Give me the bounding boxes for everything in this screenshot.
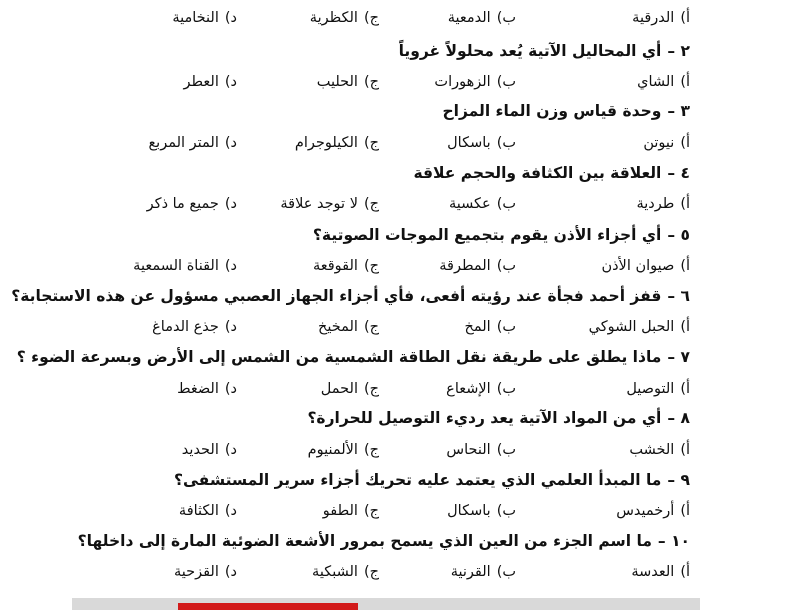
option-letter: أ) (680, 503, 690, 519)
option-letter: د) (224, 196, 237, 212)
option-text: طردية (636, 196, 675, 212)
options-row-1 (0, 6, 794, 30)
option-a (637, 192, 691, 216)
option-b (464, 315, 516, 339)
option-b (448, 6, 516, 30)
options-row-9 (0, 499, 794, 523)
option-a (632, 6, 690, 30)
option-d (179, 499, 237, 523)
question-number: ٢ – (667, 42, 690, 60)
option-a (589, 315, 690, 339)
option-d (184, 70, 237, 94)
option-letter: أ) (680, 319, 690, 335)
options-row-10 (0, 560, 794, 584)
option-letter: ب) (496, 319, 516, 335)
option-b (446, 438, 516, 462)
option-c (280, 192, 379, 216)
option-letter: ب) (496, 258, 516, 274)
question-text: ما اسم الجزء من العين الذي يسمح بمرور الأشعة الضوئية المارة إلى داخلها؟ (77, 532, 652, 550)
option-letter: أ) (680, 442, 690, 458)
option-text: الحديد (181, 442, 219, 458)
option-text: النخامية (172, 10, 219, 26)
option-text: الدرقية (632, 10, 675, 26)
option-text: القوقعة (312, 258, 358, 274)
option-a (631, 560, 690, 584)
option-letter: ج) (363, 74, 379, 90)
option-text: المتر المربع (148, 135, 219, 151)
option-letter: ج) (363, 10, 379, 26)
option-text: المطرقة (439, 258, 491, 274)
option-c (308, 438, 379, 462)
option-d (177, 377, 237, 401)
option-d (147, 192, 237, 216)
question-number: ٥ – (667, 226, 690, 244)
option-a (626, 377, 690, 401)
option-text: القناة السمعية (133, 258, 219, 274)
option-letter: ب) (496, 442, 516, 458)
option-letter: ج) (363, 442, 379, 458)
question-5 (90, 222, 690, 248)
option-letter: ب) (496, 381, 516, 397)
option-text: النحاس (446, 442, 491, 458)
options-row-4 (0, 192, 794, 216)
option-text: التوصيل (626, 381, 675, 397)
option-letter: د) (224, 135, 237, 151)
question-text: وحدة قياس وزن الماء المزاح (442, 102, 662, 120)
option-letter: ج) (363, 564, 379, 580)
option-c (312, 560, 379, 584)
option-letter: أ) (680, 74, 690, 90)
option-letter: د) (224, 564, 237, 580)
option-c (323, 499, 379, 523)
option-b (447, 499, 516, 523)
option-d (174, 560, 237, 584)
option-a (643, 131, 690, 155)
option-letter: ب) (496, 135, 516, 151)
option-c (321, 377, 379, 401)
option-c (295, 131, 379, 155)
option-text: الزهورات (434, 74, 491, 90)
option-text: الكيلوجرام (294, 135, 358, 151)
question-number: ٧ – (667, 348, 690, 366)
question-text: أي المحاليل الآتية يُعد محلولاً غروياً (398, 42, 662, 60)
option-letter: ب) (496, 196, 516, 212)
question-number: ٨ – (667, 409, 690, 427)
option-letter: ج) (363, 196, 379, 212)
option-d (133, 254, 237, 278)
option-letter: أ) (680, 258, 690, 274)
option-text: الدمعية (447, 10, 491, 26)
option-letter: د) (224, 319, 237, 335)
question-number: ٩ – (667, 471, 690, 489)
option-letter: ب) (496, 74, 516, 90)
option-letter: ب) (496, 10, 516, 26)
option-letter: ج) (363, 503, 379, 519)
question-7 (16, 344, 690, 370)
option-text: جميع ما ذكر (146, 196, 219, 212)
option-b (439, 254, 516, 278)
option-text: القزحية (173, 564, 219, 580)
option-b (446, 377, 516, 401)
question-2 (90, 38, 690, 64)
option-text: عكسية (448, 196, 491, 212)
option-text: الطفو (322, 503, 358, 519)
option-text: الضغط (177, 381, 219, 397)
options-row-3 (0, 131, 794, 155)
question-text: أي أجزاء الأذن يقوم بتجميع الموجات الصوتية؟ (312, 226, 662, 244)
option-d (172, 6, 237, 30)
question-10 (77, 528, 690, 554)
option-text: الحمل (320, 381, 358, 397)
option-letter: د) (224, 74, 237, 90)
option-letter: أ) (680, 381, 690, 397)
option-text: لا توجد علاقة (280, 196, 358, 212)
option-text: أرخميدس (616, 503, 675, 519)
option-text: الحليب (316, 74, 358, 90)
option-text: القرنية (450, 564, 491, 580)
question-8 (90, 405, 690, 431)
question-text: ما المبدأ العلمي الذي يعتمد عليه تحريك أجزاء سرير المستشفى؟ (173, 471, 662, 489)
option-letter: د) (224, 10, 237, 26)
option-letter: د) (224, 503, 237, 519)
options-row-8 (0, 438, 794, 462)
option-b (447, 131, 516, 155)
question-9 (90, 467, 690, 493)
options-row-5 (0, 254, 794, 278)
question-4 (90, 160, 690, 186)
option-a (601, 254, 690, 278)
option-text: الكثافة (178, 503, 219, 519)
options-row-7 (0, 377, 794, 401)
option-text: العدسة (631, 564, 675, 580)
option-c (310, 6, 379, 30)
option-b (451, 560, 516, 584)
footer-red-strip (178, 603, 358, 610)
option-text: باسكال (447, 135, 491, 151)
option-text: الكظرية (309, 10, 358, 26)
option-letter: د) (224, 381, 237, 397)
option-letter: ج) (363, 135, 379, 151)
question-text: العلاقة بين الكثافة والحجم علاقة (413, 164, 662, 182)
question-text: قفز أحمد فجأة عند رؤيته أفعى، فأي أجزاء الجهاز العصبي مسؤول عن هذه الاستجابة؟ (11, 287, 662, 305)
option-text: الألمنيوم (307, 442, 358, 458)
options-row-2 (0, 70, 794, 94)
option-d (148, 131, 237, 155)
option-letter: د) (224, 442, 237, 458)
option-a (629, 438, 690, 462)
option-text: الخشب (629, 442, 675, 458)
option-b (434, 70, 516, 94)
question-text: ماذا يطلق على طريقة نقل الطاقة الشمسية من الشمس إلى الأرض وبسرعة الضوء ؟ (16, 348, 662, 366)
options-row-6 (0, 315, 794, 339)
option-letter: ب) (496, 503, 516, 519)
option-letter: أ) (680, 564, 690, 580)
question-6 (11, 283, 690, 309)
question-text: أي من المواد الآتية يعد رديء التوصيل للحرارة؟ (307, 409, 662, 427)
option-letter: ب) (496, 564, 516, 580)
option-a (637, 70, 690, 94)
option-a (616, 499, 690, 523)
option-letter: أ) (680, 10, 690, 26)
option-letter: أ) (680, 135, 690, 151)
option-letter: أ) (680, 196, 690, 212)
option-letter: ج) (363, 319, 379, 335)
option-text: جذع الدماغ (152, 319, 219, 335)
option-text: باسكال (447, 503, 491, 519)
option-letter: ج) (363, 381, 379, 397)
option-text: الشبكية (312, 564, 358, 580)
question-number: ٣ – (667, 102, 690, 120)
option-c (318, 315, 379, 339)
question-number: ٤ – (667, 164, 690, 182)
option-letter: د) (224, 258, 237, 274)
option-d (152, 315, 237, 339)
option-text: المخيخ (318, 319, 358, 335)
footer-band (72, 598, 700, 610)
option-text: صيوان الأذن (601, 258, 675, 274)
option-text: نيوتن (643, 135, 675, 151)
option-c (317, 70, 379, 94)
option-text: العطر (183, 74, 219, 90)
option-text: المخ (464, 319, 491, 335)
question-3 (90, 98, 690, 124)
option-text: الشاي (637, 74, 675, 90)
option-b (449, 192, 516, 216)
option-text: الحبل الشوكي (588, 319, 675, 335)
option-letter: ج) (363, 258, 379, 274)
option-text: الإشعاع (446, 381, 491, 397)
option-d (182, 438, 237, 462)
question-number: ٦ – (667, 287, 690, 305)
option-c (313, 254, 379, 278)
question-number: ١٠ – (657, 532, 690, 550)
